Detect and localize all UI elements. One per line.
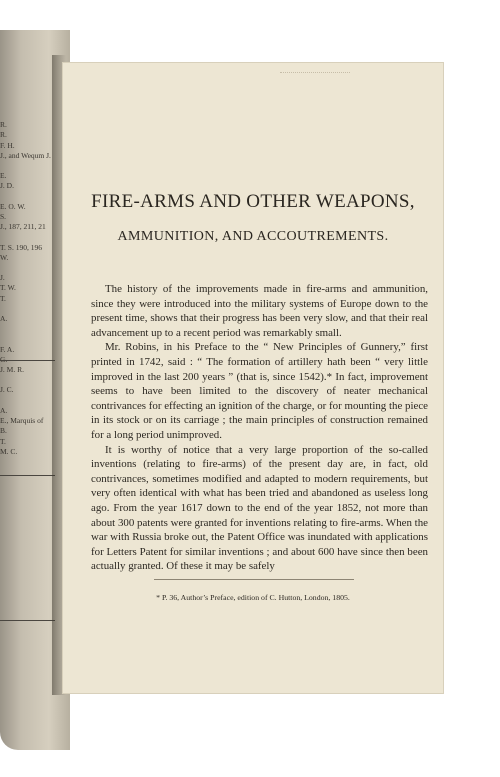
index-line: A. [0,405,8,415]
chapter-subtitle: AMMUNITION, AND ACCOUTREMENTS. [117,229,389,244]
index-column [0,110,56,457]
chapter-title: FIRE-ARMS AND OTHER WEAPONS, [91,191,415,212]
index-line: R. [0,120,7,130]
index-line: F. A. [0,344,15,354]
index-line: B. [0,426,7,436]
page-body [91,282,428,574]
index-line [0,110,56,120]
paragraph: Mr. Robins, in his Preface to the “ New Principles of Gunnery,” first printed in 1742, said : “ The formation of artillery hath been “ very little improved in the last 200 years ” (that is, since 1542).* In fact, improvement seems to have been limited to the discovery of neater mechanical contrivances for effecting an ignition of the charge, or for mounting the piece in its stock or on its carriage ; the main principles of construction remained for a long period unimproved. [91,341,428,441]
index-line [0,263,56,273]
index-line: S. [0,212,7,222]
index-line: E., Marquis of [0,416,44,426]
index-line: J. D. [0,181,14,191]
index-line [0,192,56,202]
index-line [0,396,56,406]
paragraph: The history of the improvements made in fire-arms and ammunition, since they were introduced into the military systems of Europe down to the present time, shows that their progress has been very slow, and that their real advancement up to a recent period was remarkably small. [91,283,428,339]
index-line: M. C. [0,446,18,456]
index-rule [0,475,55,476]
index-line [0,334,56,344]
index-line [0,161,56,171]
index-line: T. W. [0,283,16,293]
index-rule [0,360,55,361]
index-line: J., 187, 211, 21 [0,222,46,232]
index-rule [0,620,55,621]
header-bleedthrough [280,72,350,79]
index-line: F. H. [0,140,15,150]
index-line: J. M. R. [0,365,24,375]
index-line: J. [0,273,5,283]
index-line: T. S. 190, 196 [0,242,42,252]
index-line: J. C. [0,385,14,395]
book-page [62,62,444,694]
index-line [0,375,56,385]
index-line: T. [0,436,6,446]
index-line: E. [0,171,7,181]
index-line: A. [0,314,8,324]
index-line: T. [0,293,6,303]
index-line [0,232,56,242]
index-line: J., and Wequm J. [0,150,51,160]
index-line [0,324,56,334]
index-line: G. [0,354,8,364]
footnote: * P. 36, Author’s Preface, edition of C. Hutton, London, 1805. [156,593,350,602]
index-line: E. O. W. [0,201,26,211]
footnote-rule [154,579,354,580]
paragraph: It is worthy of notice that a very large proportion of the so-called inventions (relating to fire-arms) of the present day are, in fact, old contrivances, sometimes modified and adapted to modern requirements, but very often identical with what has been tried and abandoned as useless long ago. From the year 1617 down to the end of the year 1852, not more than about 300 patents were granted for inventions relating to fire-arms. When the war with Russia broke out, the Patent Office was inundated with applications for Letters Patent for similar inventions ; and about 600 have since then been actually granted. Of these it may be safely [91,443,428,573]
index-line: R. [0,130,7,140]
index-line [0,304,56,314]
index-line: W. [0,252,9,262]
